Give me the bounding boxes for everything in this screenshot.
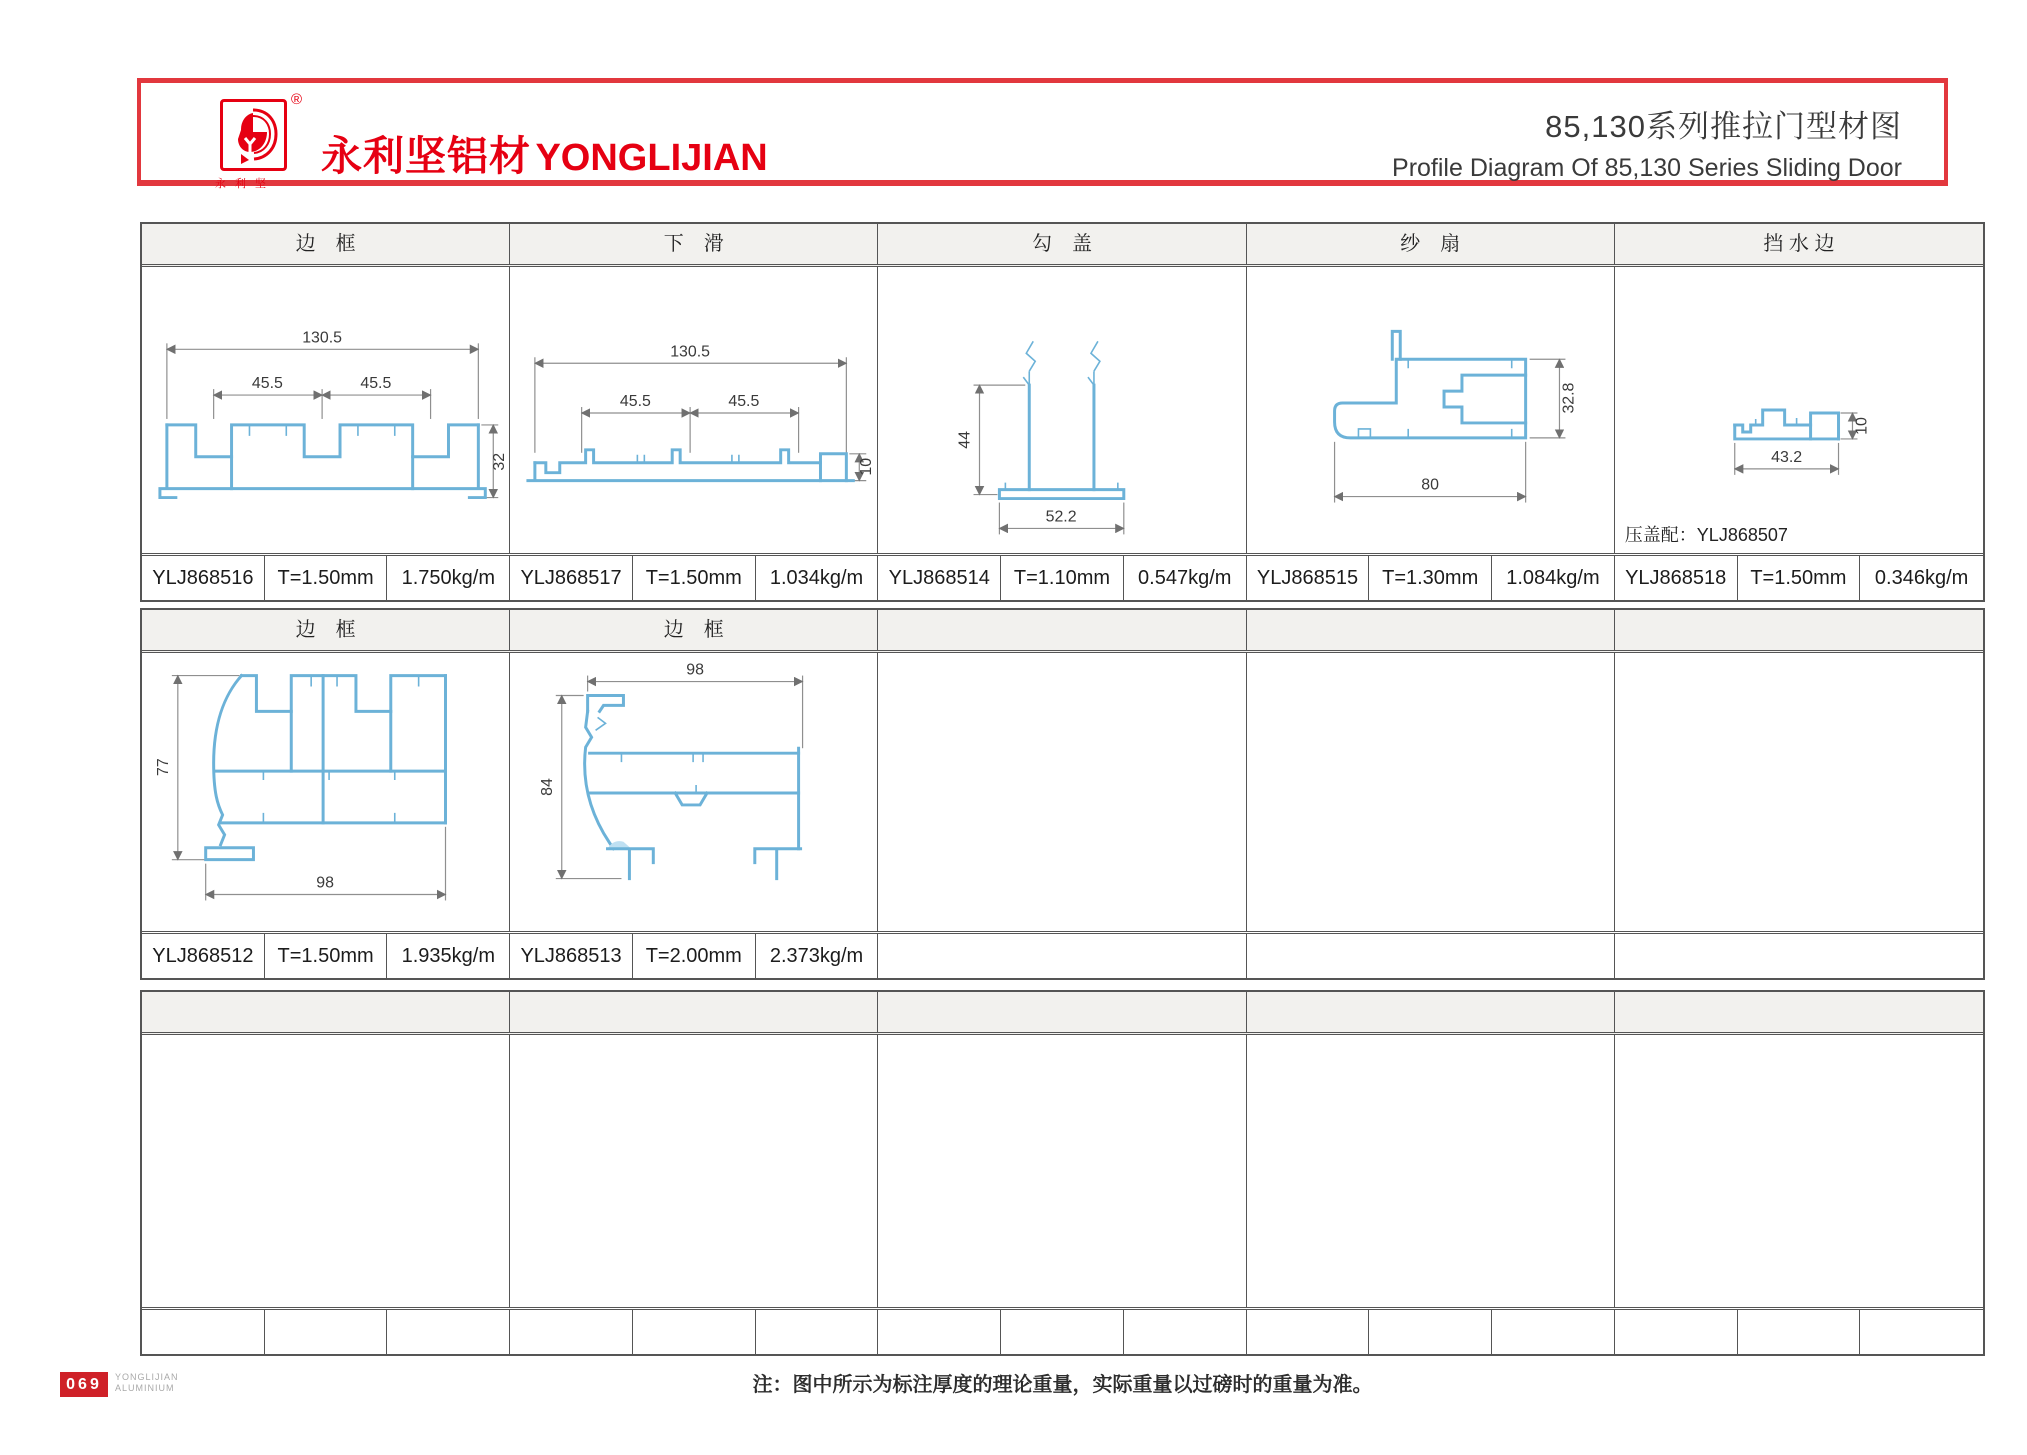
diagram-cell-ylj868517 [510, 267, 878, 553]
column-header: 纱 扇 [1247, 224, 1615, 264]
empty-cell [756, 1310, 879, 1354]
empty-cell [265, 1310, 388, 1354]
profile-drawing-ylj868514 [878, 267, 1245, 553]
dim-span1: 45.5 [620, 393, 652, 411]
dim-width: 130.5 [670, 343, 711, 361]
profile-code: YLJ868513 [510, 934, 633, 978]
profile-outline [160, 425, 485, 498]
column-header: 边 框 [142, 610, 510, 650]
empty-cell [510, 1310, 633, 1354]
empty-diagram-cell [1247, 653, 1615, 931]
profile-thickness: T=1.50mm [633, 556, 756, 600]
diagram-cell-ylj868514 [878, 267, 1246, 553]
diagram-cell-ylj868515 [1247, 267, 1615, 553]
table1-diagram-row [142, 267, 1983, 553]
dim-span1: 45.5 [251, 375, 283, 393]
page-title-en: Profile Diagram Of 85,130 Series Sliding Door [1392, 154, 1902, 182]
dim-width: 98 [316, 874, 334, 892]
column-header: 下 滑 [510, 224, 878, 264]
dim-height: 32 [491, 452, 509, 471]
empty-cell [1247, 1310, 1370, 1354]
empty-cell [1001, 1310, 1124, 1354]
empty-column-header [1247, 992, 1615, 1032]
logo-caption: 永利坚 [215, 178, 275, 190]
profile-outline [1735, 410, 1839, 439]
table2-header-row [142, 610, 1983, 653]
table1-data-row [142, 553, 1983, 600]
profile-weight: 1.034kg/m [756, 556, 879, 600]
empty-column-header [142, 992, 510, 1032]
profile-code: YLJ868512 [142, 934, 265, 978]
profile-thickness: T=1.10mm [1001, 556, 1124, 600]
empty-column-header [510, 992, 878, 1032]
footer-brand-line2: ALUMINIUM [115, 1383, 175, 1393]
dim-height: 84 [538, 778, 556, 796]
profile-table-1 [140, 222, 1985, 602]
profile-outline [585, 695, 801, 878]
empty-diagram-cell [1615, 653, 1983, 931]
empty-diagram-cell [142, 1035, 510, 1307]
empty-column-header [1615, 992, 1983, 1032]
profile-thickness: T=1.30mm [1369, 556, 1492, 600]
brand-logo [220, 99, 287, 171]
dim-width: 43.2 [1770, 448, 1802, 466]
dim-width: 98 [686, 661, 705, 679]
footer-note: 注：图中所示为标注厚度的理论重量，实际重量以过磅时的重量为准。 [752, 1374, 1373, 1396]
empty-column-header [878, 992, 1246, 1032]
profile-drawing-ylj868517 [510, 267, 877, 553]
empty-diagram-cell [1247, 1035, 1615, 1307]
column-header: 边 框 [510, 610, 878, 650]
table3-data-row [142, 1307, 1983, 1354]
brand-name [321, 123, 768, 182]
profile-thickness: T=1.50mm [265, 934, 388, 978]
profile-outline [1334, 331, 1525, 437]
empty-cell [1247, 934, 1615, 978]
empty-cell [878, 1310, 1001, 1354]
dim-height: 10 [858, 457, 876, 476]
profile-code: YLJ868515 [1247, 556, 1370, 600]
empty-diagram-cell [878, 653, 1246, 931]
table1-header-row [142, 224, 1983, 267]
profile-code: YLJ868517 [510, 556, 633, 600]
dim-height: 10 [1853, 417, 1871, 435]
table3-header-row [142, 992, 1983, 1035]
dim-width: 52.2 [1046, 508, 1077, 526]
table2-data-row [142, 931, 1983, 978]
header-band [137, 78, 1948, 190]
column-header [878, 610, 1246, 650]
profile-code: YLJ868514 [878, 556, 1001, 600]
diagram-cell-ylj868512 [142, 653, 510, 931]
empty-cell [387, 1310, 510, 1354]
profile-drawing-ylj868513 [510, 653, 877, 931]
dimension-lines [167, 329, 508, 497]
registered-mark: ® [291, 91, 303, 108]
brand-name-en: YONGLIJIAN [535, 137, 768, 179]
dimension-lines [957, 385, 1124, 534]
brand-logo-glyph [223, 102, 284, 168]
page-title [1392, 101, 1902, 183]
empty-diagram-cell [878, 1035, 1246, 1307]
profile-table-3 [140, 990, 1985, 1356]
profile-weight: 1.084kg/m [1492, 556, 1615, 600]
profile-outline [1000, 341, 1124, 498]
column-header: 勾 盖 [878, 224, 1246, 264]
dim-width: 80 [1420, 476, 1439, 494]
column-header [1247, 610, 1615, 650]
empty-cell [1369, 1310, 1492, 1354]
profile-code: YLJ868516 [142, 556, 265, 600]
profile-drawing-ylj868516 [142, 267, 509, 553]
empty-cell [1615, 1310, 1738, 1354]
profile-thickness: T=1.50mm [1738, 556, 1861, 600]
empty-cell [1738, 1310, 1861, 1354]
dimension-lines [539, 662, 803, 879]
empty-cell [878, 934, 1246, 978]
profile-weight: 1.750kg/m [387, 556, 510, 600]
dim-span2: 45.5 [360, 375, 392, 393]
empty-cell [1124, 1310, 1247, 1354]
profile-weight: 2.373kg/m [756, 934, 879, 978]
column-header: 挡 水 边 [1763, 233, 1835, 255]
table2-diagram-row [142, 653, 1983, 931]
profile-drawing-ylj868512 [142, 653, 509, 931]
profile-table-2 [140, 608, 1985, 980]
page-number-badge: 069 [60, 1372, 108, 1397]
profile-thickness: T=1.50mm [265, 556, 388, 600]
page-title-cn: 85,130系列推拉门型材图 [1545, 109, 1902, 144]
table3-diagram-row [142, 1035, 1983, 1307]
empty-cell [1615, 934, 1983, 978]
profile-weight: 0.547kg/m [1124, 556, 1247, 600]
column-header [1615, 610, 1983, 650]
empty-diagram-cell [510, 1035, 878, 1307]
profile-drawing-ylj868518 [1615, 267, 1983, 553]
profile-drawing-ylj868515 [1247, 267, 1614, 553]
profile-outline [206, 676, 446, 860]
profile-code: YLJ868518 [1615, 556, 1738, 600]
column-header: 边 框 [142, 224, 510, 264]
dim-width: 130.5 [302, 329, 343, 347]
profile-weight: 1.935kg/m [387, 934, 510, 978]
dim-span2: 45.5 [728, 393, 760, 411]
profile-outline [528, 450, 853, 481]
pairing-note: 压盖配：YLJ868507 [1624, 525, 1788, 545]
empty-cell [633, 1310, 756, 1354]
profile-weight: 0.346kg/m [1874, 567, 1969, 589]
dimension-lines [155, 676, 446, 901]
dim-height: 77 [154, 758, 172, 776]
diagram-cell-ylj868516 [142, 267, 510, 553]
brand-name-cn: 永利坚铝材 [321, 133, 531, 179]
profile-thickness: T=2.00mm [633, 934, 756, 978]
dim-height: 44 [956, 431, 974, 449]
diagram-cell-ylj868513 [510, 653, 878, 931]
footer-brand-line1: YONGLIJIAN [115, 1372, 179, 1382]
empty-diagram-cell [1615, 1035, 1983, 1307]
empty-cell [142, 1310, 265, 1354]
dim-height: 32.8 [1559, 382, 1577, 414]
empty-cell [1492, 1310, 1615, 1354]
diagram-cell-ylj868518 [1615, 267, 1983, 553]
empty-cell [1860, 1310, 1983, 1354]
